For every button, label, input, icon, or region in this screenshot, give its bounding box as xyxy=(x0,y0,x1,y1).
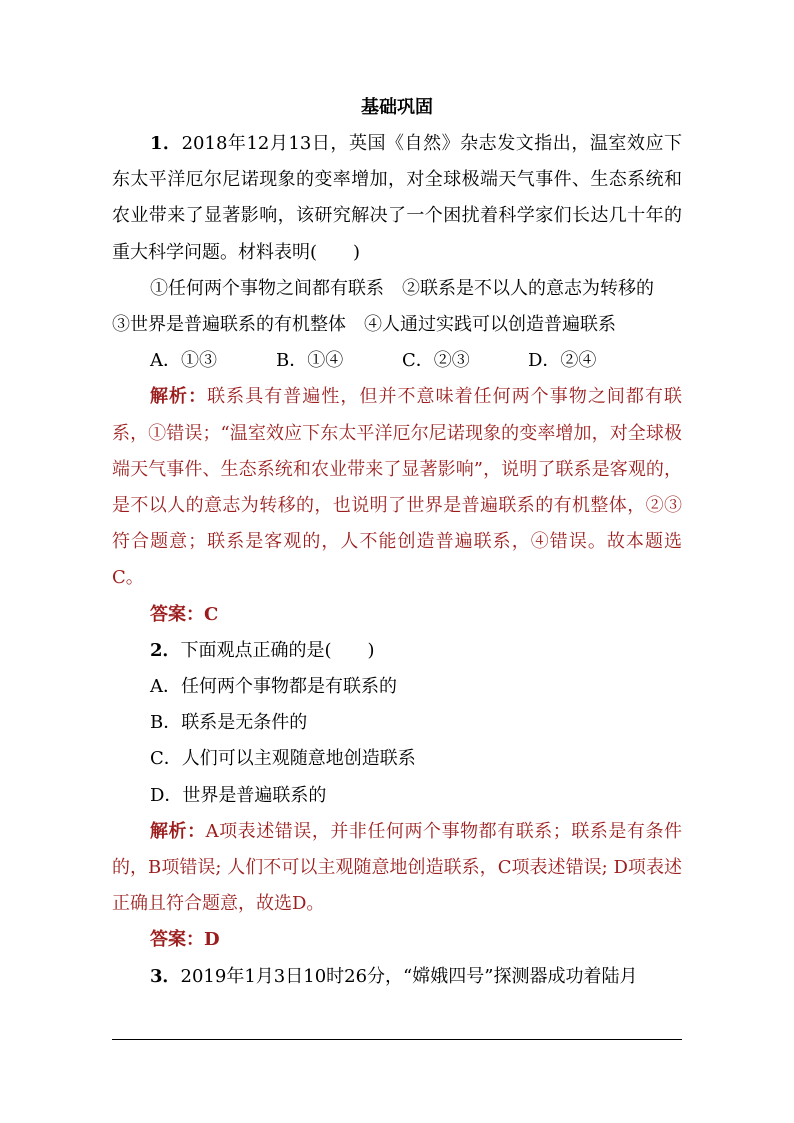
question-3-stem xyxy=(112,959,682,995)
analysis-label: 解析： xyxy=(150,386,208,408)
answer-label: 答案： xyxy=(150,603,204,625)
question-1-answer xyxy=(112,597,682,633)
question-1-stem xyxy=(112,126,682,271)
choice-d: D．②④ xyxy=(528,350,597,372)
question-1-statements-line1: ①任何两个事物之间都有联系 ②联系是不以人的意志为转移的 xyxy=(150,277,654,299)
answer-value: D xyxy=(204,929,220,951)
question-1-text: 2018年12月13日，英国《自然》杂志发文指出，温室效应下东太平洋厄尔尼诺现象的变率增加，对全球极端天气事件、生态系统和农业带来了显著影响，该研究解决了一个困扰着科学家们长达几十年的重大科学问题。材料表明( ) xyxy=(112,133,682,263)
analysis-text: A项表述错误，并非任何两个事物都有联系；联系是有条件的，B项错误; 人们不可以主观随意地创造联系，C项表述错误; D项表述正确且符合题意，故选D。 xyxy=(112,820,682,915)
question-1-choices xyxy=(112,343,682,379)
question-1-analysis xyxy=(112,379,682,596)
exercise-content xyxy=(112,126,682,995)
question-2-stem xyxy=(112,633,682,669)
question-2-option-c: C．人们可以主观随意地创造联系 xyxy=(150,748,416,770)
question-2-option-d: D．世界是普遍联系的 xyxy=(150,784,327,806)
answer-label: 答案： xyxy=(150,929,204,951)
analysis-label: 解析： xyxy=(150,820,206,842)
choice-a: A．①③ xyxy=(150,350,217,372)
question-2-text: 下面观点正确的是( ) xyxy=(180,639,375,661)
section-title: 基础巩固 xyxy=(361,97,433,118)
question-2-answer xyxy=(112,922,682,958)
question-2-option-b: B．联系是无条件的 xyxy=(150,712,308,734)
analysis-text: 联系具有普遍性，但并不意味着任何两个事物之间都有联系，①错误；“温室效应下东太平洋厄尔尼诺现象的变率增加，对全球极端天气事件、生态系统和农业带来了显著影响”，说明了联系是客观的，是不以人的意志为转移的，也说明了世界是普遍联系的有机整体，②③符合题意；联系是客观的，人不能创造普遍联系，④错误。故本题选C。 xyxy=(112,386,683,589)
question-3-text: 2019年1月3日10时26分，“嫦娥四号”探测器成功着陆月 xyxy=(180,965,638,987)
choice-b: B．①④ xyxy=(276,350,344,372)
question-1-statements-line2: ③世界是普遍联系的有机整体 ④人通过实践可以创造普遍联系 xyxy=(112,314,616,336)
question-2-option-a: A．任何两个事物都是有联系的 xyxy=(150,676,397,698)
answer-value: C xyxy=(204,603,219,625)
footer-divider xyxy=(112,1039,682,1040)
question-2-analysis xyxy=(112,814,682,923)
question-2-number: 2． xyxy=(150,639,181,661)
question-1-number: 1． xyxy=(150,133,182,154)
choice-c: C．②③ xyxy=(402,350,470,372)
question-3-number: 3． xyxy=(150,965,181,987)
